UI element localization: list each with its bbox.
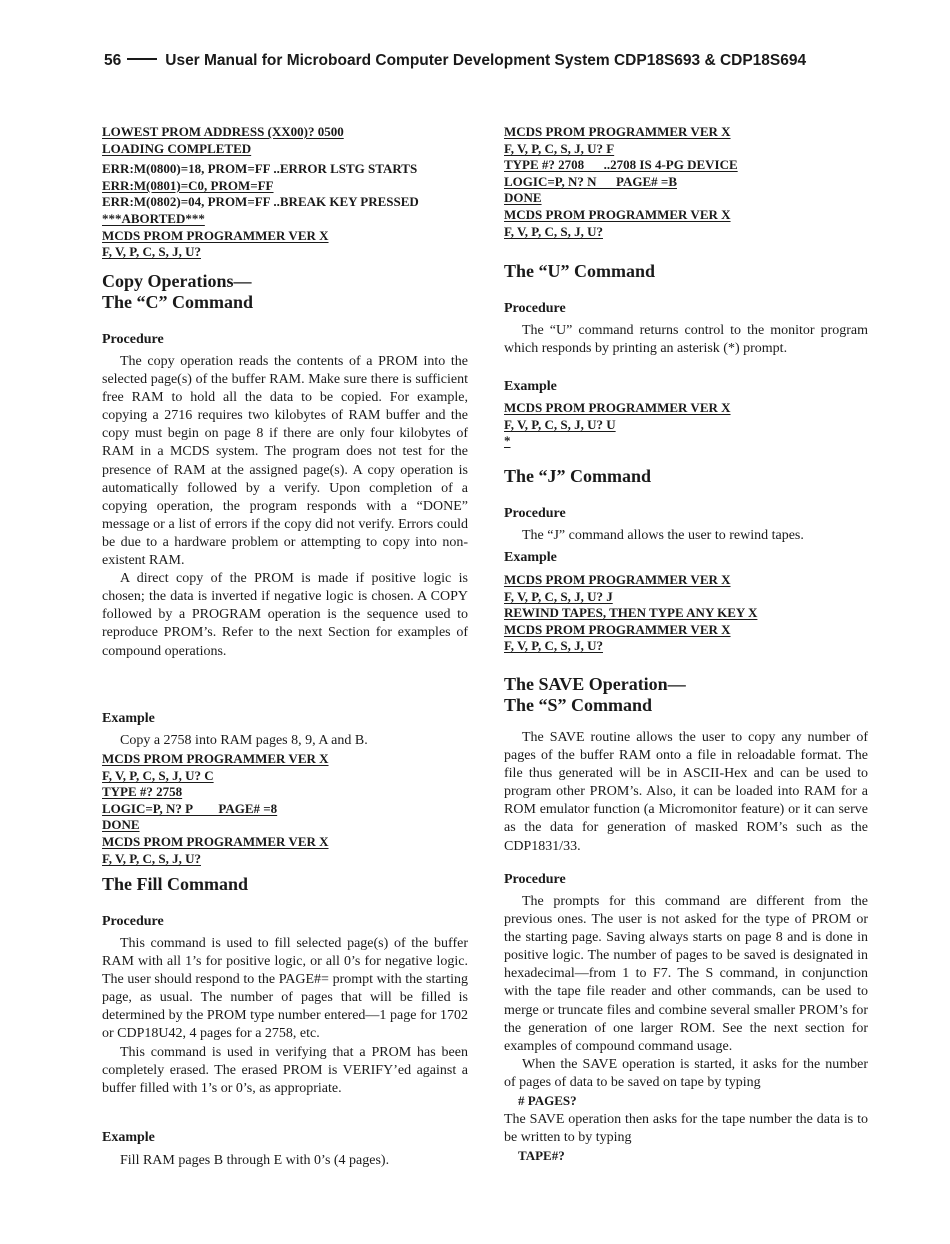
listing-line: MCDS PROM PROGRAMMER VER X bbox=[504, 400, 731, 415]
paragraph: The SAVE operation then asks for the tape number the data is to be written to by typing bbox=[504, 1111, 868, 1145]
listing-line: MCDS PROM PROGRAMMER VER X bbox=[504, 124, 731, 139]
listing-line: F, V, P, C, S, J, U? C bbox=[102, 767, 214, 783]
abort-listing bbox=[102, 124, 468, 261]
save-procedure-text bbox=[504, 893, 868, 1165]
paragraph: The “U” command returns control to the monitor program which responds by printing an asterisk (*) prompt. bbox=[504, 323, 868, 357]
listing-line: F, V, P, C, S, J, U? F bbox=[504, 140, 615, 156]
listing-line: F, V, P, C, S, J, U? U bbox=[504, 416, 616, 432]
listing-line: F, V, P, C, S, J, U? bbox=[504, 223, 603, 239]
page-header bbox=[104, 52, 904, 70]
procedure-label: Procedure bbox=[102, 914, 164, 929]
save-section-heading bbox=[504, 674, 868, 716]
listing-line: * bbox=[504, 433, 511, 449]
example-label: Example bbox=[504, 379, 557, 394]
listing-line: TYPE #? 2758 bbox=[102, 784, 183, 800]
paragraph: The prompts for this command are different from the previous ones. The user is not asked for the type of PROM or the starting page. Saving always starts on page 8 and is done in positive logic. The number of pages to be saved is designated in hexadecimal—from 1 to F7. The S command, in conjunction with the tape file reader and other commands, can be used to merge or truncate files and combine several smaller PROM’s for the generation of one larger ROM. See the next section for examples of compound command usage. bbox=[504, 894, 868, 1054]
u-listing bbox=[504, 400, 868, 450]
procedure-label: Procedure bbox=[504, 506, 566, 521]
fill-listing bbox=[504, 124, 868, 240]
heading-line: Copy Operations— bbox=[102, 271, 252, 291]
tape-prompt: TAPE#? bbox=[518, 1147, 565, 1163]
fill-section-heading: The Fill Command bbox=[102, 874, 249, 894]
copy-example-text bbox=[102, 732, 468, 750]
paragraph: The “J” command allows the user to rewind tapes. bbox=[522, 528, 804, 543]
paragraph: A direct copy of the PROM is made if positive logic is chosen; the data is inverted if negative logic is chosen. A COPY followed by a PROGRAM operation is the sequence used to reproduce PROM’s. Refer to the next Section for examples of compound operations. bbox=[102, 571, 468, 659]
j-listing bbox=[504, 572, 868, 655]
copy-listing bbox=[102, 751, 468, 867]
listing-line: F, V, P, C, S, J, U? bbox=[102, 244, 201, 260]
listing-line: REWIND TAPES, THEN TYPE ANY KEY X bbox=[504, 605, 758, 621]
listing-line: DONE bbox=[504, 190, 542, 206]
u-procedure-text bbox=[504, 322, 868, 358]
heading-line: The “S” Command bbox=[504, 695, 653, 715]
heading-line: The SAVE Operation— bbox=[504, 674, 686, 694]
listing-line: MCDS PROM PROGRAMMER VER X bbox=[102, 833, 329, 849]
listing-line: LOWEST PROM ADDRESS (XX00)? 0500 bbox=[102, 124, 344, 139]
listing-line: MCDS PROM PROGRAMMER VER X bbox=[504, 572, 731, 587]
listing-line: ERR:M(0800)=18, PROM=FF ..ERROR LSTG STARTS bbox=[102, 161, 418, 177]
pages-prompt: # PAGES? bbox=[518, 1093, 577, 1109]
example-label: Example bbox=[102, 1130, 155, 1145]
procedure-label: Procedure bbox=[102, 332, 164, 347]
procedure-label: Procedure bbox=[504, 872, 566, 887]
listing-line: MCDS PROM PROGRAMMER VER X bbox=[102, 751, 329, 766]
paragraph: This command is used in verifying that a PROM has been completely erased. The erased PROM is VERIFY’ed against a buffer filled with 1’s or 0’s, as appropriate. bbox=[102, 1044, 468, 1096]
fill-procedure-text bbox=[102, 935, 468, 1098]
listing-line: ***ABORTED*** bbox=[102, 210, 205, 226]
example-label: Example bbox=[504, 550, 557, 565]
paragraph: The SAVE routine allows the user to copy any number of pages of the buffer RAM onto a file in reloadable format. The file thus generated will be in ASCII-Hex and can be used to program other PROM’s. Also, it can be loaded into RAM for a ROM emulator function (a Micromonitor feature) or it can serve as the data for generation of masked ROM’s such as the CDP1831/33. bbox=[504, 730, 868, 854]
paragraph: The copy operation reads the contents of a PROM into the selected page(s) of the buffer RAM. Make sure there is sufficient free RAM to hold all the data to be copied. For example, copying a 2716 requires two kilobytes of RAM buffer and the copy must begin on page 8 if there are only four kilobytes of RAM in a MCDS system. The program does not test for the presence of RAM at the assigned page(s). A copy operation is automatically followed by a verify. Upon completion of a copying operation, the program responds with a “DONE” message or a list of errors if the copy did not verify. Errors could be due to a hardware problem or attempting to copy into non-existent RAM. bbox=[102, 354, 468, 569]
paragraph: When the SAVE operation is started, it asks for the number of pages of data to be saved on tape by typing bbox=[504, 1056, 868, 1090]
paragraph: Copy a 2758 into RAM pages 8, 9, A and B. bbox=[120, 733, 368, 748]
page-number: 56 bbox=[104, 52, 122, 69]
listing-line: ERR:M(0801)=C0, PROM=FF bbox=[102, 177, 274, 193]
listing-line: F, V, P, C, S, J, U? bbox=[102, 850, 201, 866]
copy-procedure-text bbox=[102, 353, 468, 661]
listing-line: LOGIC=P, N? P PAGE# =8 bbox=[102, 800, 278, 816]
listing-line: LOGIC=P, N? N PAGE# =B bbox=[504, 173, 677, 189]
listing-line: F, V, P, C, S, J, U? J bbox=[504, 588, 613, 604]
paragraph: Fill RAM pages B through E with 0’s (4 pages). bbox=[120, 1153, 390, 1168]
save-intro-text bbox=[504, 729, 868, 856]
u-section-heading: The “U” Command bbox=[504, 261, 656, 281]
heading-line: The “C” Command bbox=[102, 292, 254, 312]
fill-example-text bbox=[102, 1152, 468, 1170]
listing-line: ERR:M(0802)=04, PROM=FF ..BREAK KEY PRESSED bbox=[102, 194, 419, 210]
listing-line: MCDS PROM PROGRAMMER VER X bbox=[504, 206, 731, 222]
paragraph: This command is used to fill selected page(s) of the buffer RAM with all 1’s for positive logic, or all 0’s for negative logic. The user should respond to the PAGE#= prompt with the starting page, as usual. The number of pages that will be filled is determined by the PROM type number entered—1 page for 1702 or CDP18U42, 4 pages for a 2758, etc. bbox=[102, 936, 468, 1042]
listing-line: DONE bbox=[102, 817, 140, 833]
listing-line: MCDS PROM PROGRAMMER VER X bbox=[504, 621, 731, 637]
example-label: Example bbox=[102, 711, 155, 726]
header-rule bbox=[127, 58, 157, 60]
listing-line: LOADING COMPLETED bbox=[102, 140, 252, 156]
listing-line: F, V, P, C, S, J, U? bbox=[504, 638, 603, 654]
running-title: User Manual for Microboard Computer Development System CDP18S693 & CDP18S694 bbox=[165, 52, 807, 69]
listing-line: MCDS PROM PROGRAMMER VER X bbox=[102, 227, 329, 243]
copy-section-heading bbox=[102, 271, 468, 313]
j-procedure-text bbox=[504, 527, 868, 545]
listing-line: TYPE #? 2708 ..2708 IS 4-PG DEVICE bbox=[504, 157, 738, 173]
procedure-label: Procedure bbox=[504, 301, 566, 316]
j-section-heading: The “J” Command bbox=[504, 466, 652, 486]
